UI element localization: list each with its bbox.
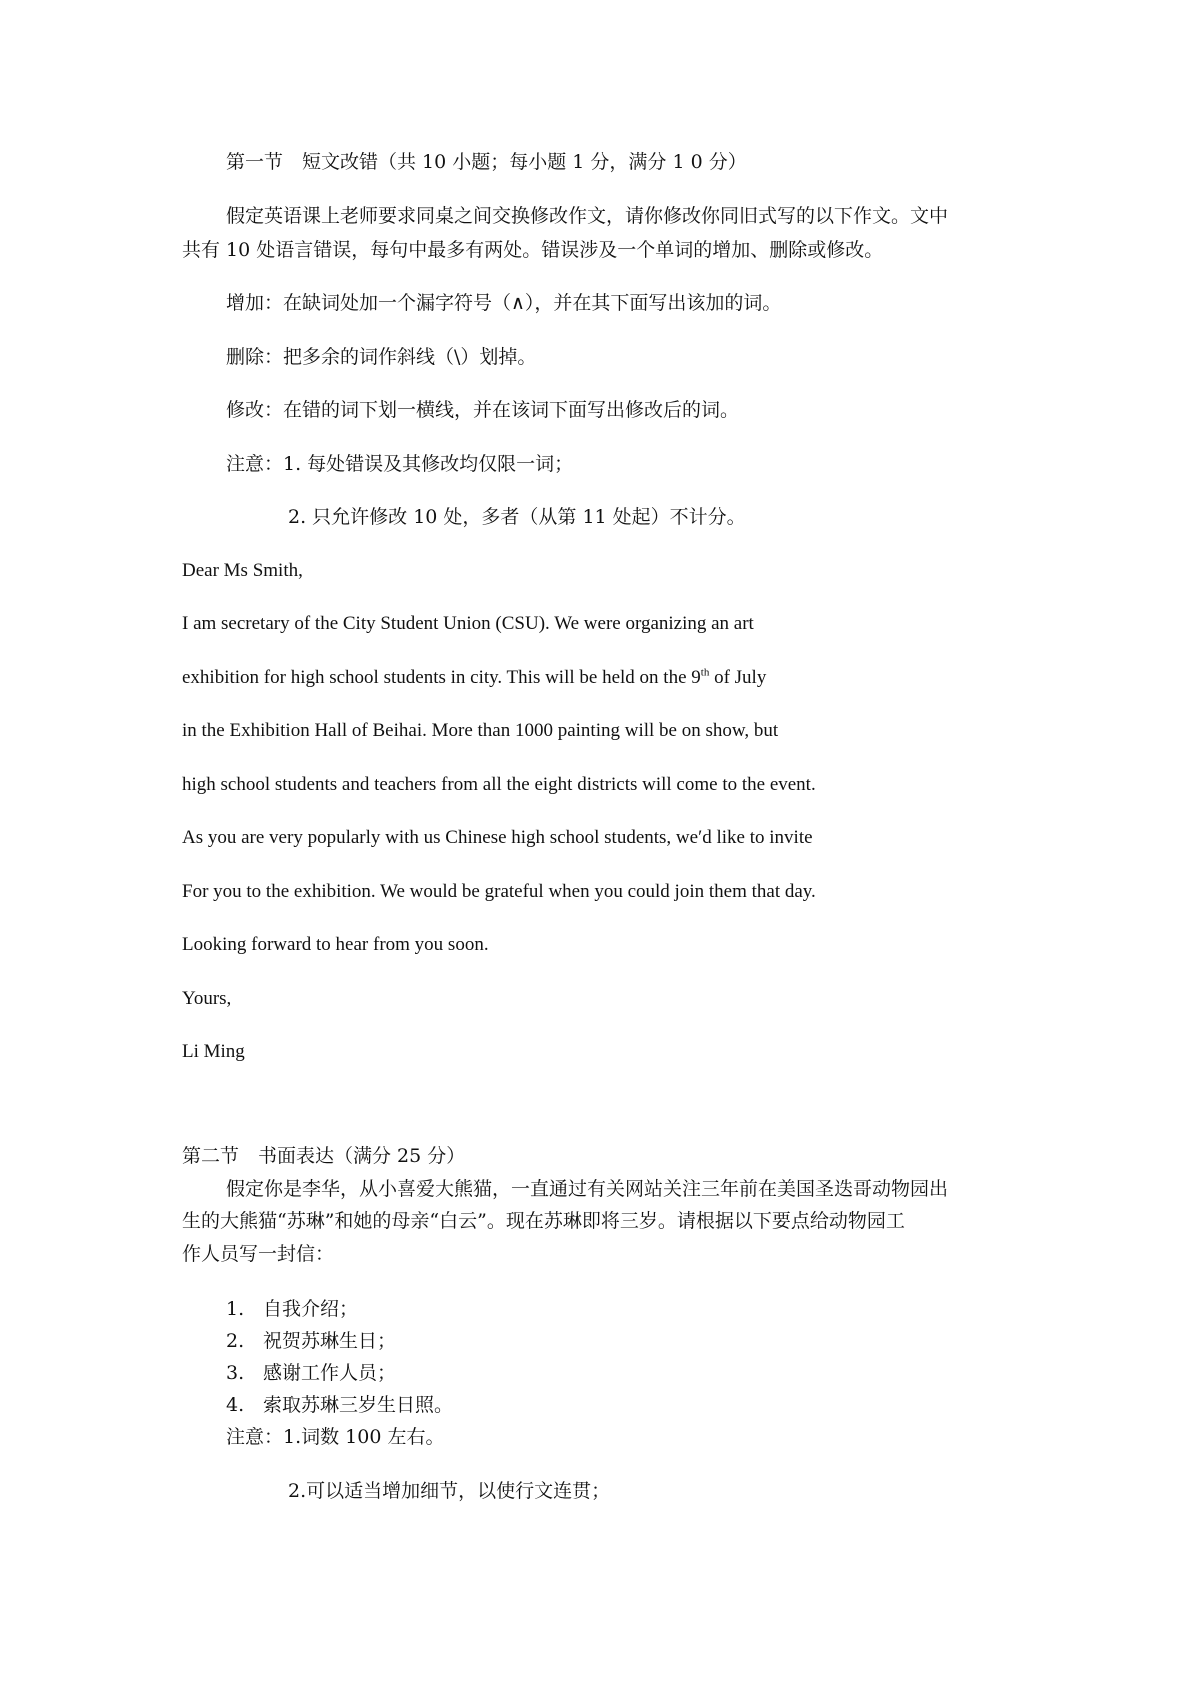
list-item-number: 2. [226, 1330, 245, 1352]
list-item [226, 1329, 396, 1353]
section2-note2: 2.可以适当增加细节，以使行文连贯； [288, 1480, 611, 1502]
letter-line-2-text: exhibition for high school students in city. This will be held on the 9 [182, 667, 701, 688]
list-item [226, 1361, 396, 1385]
section2-heading: 第二节 书面表达（满分 25 分） [182, 1145, 466, 1167]
section1-note1: 注意：1. 每处错误及其修改均仅限一词； [226, 453, 574, 475]
letter-line-2 [182, 666, 766, 690]
section2-prompt-line3: 作人员写一封信： [182, 1243, 335, 1265]
letter-line-4: high school students and teachers from all the eight districts will come to the event. [182, 774, 816, 795]
section1-instruction-line1: 假定英语课上老师要求同桌之间交换修改作文，请你修改你同旧式写的以下作文。文中 [226, 205, 949, 227]
section1-heading: 第一节 短文改错（共 10 小题；每小题 1 分，满分 1 0 分） [226, 151, 747, 173]
section1-instruction-line2: 共有 10 处语言错误，每句中最多有两处。错误涉及一个单词的增加、删除或修改。 [182, 239, 884, 261]
list-item-number: 3. [226, 1362, 245, 1384]
section1-note2: 2. 只允许修改 10 处，多者（从第 11 处起）不计分。 [288, 506, 746, 528]
section2-prompt-line2: 生的大熊猫“苏琳”和她的母亲“白云”。现在苏琳即将三岁。请根据以下要点给动物园工 [182, 1210, 905, 1232]
section2-prompt-line1: 假定你是李华，从小喜爱大熊猫，一直通过有关网站关注三年前在美国圣迭哥动物园出 [226, 1178, 949, 1200]
letter-salutation: Dear Ms Smith, [182, 560, 303, 581]
ordinal-suffix: th [700, 666, 710, 679]
modify-rule: 修改：在错的词下划一横线，并在该词下面写出修改后的词。 [226, 399, 740, 421]
add-rule: 增加：在缺词处加一个漏字符号（∧），并在其下面写出该加的词。 [226, 292, 782, 314]
letter-line-1: I am secretary of the City Student Union (CSU). We were organizing an art [182, 613, 754, 634]
letter-line-6: For you to the exhibition. We would be grateful when you could join them that day. [182, 881, 816, 902]
list-item-text: 自我介绍； [263, 1298, 359, 1320]
list-item [226, 1393, 453, 1417]
list-item-number: 4. [226, 1394, 245, 1416]
list-item-text: 索取苏琳三岁生日照。 [263, 1394, 454, 1416]
letter-signature: Li Ming [182, 1041, 245, 1062]
letter-line-7: Looking forward to hear from you soon. [182, 934, 489, 955]
letter-line-2-tail: of July [709, 667, 767, 688]
list-item-number: 1. [226, 1298, 245, 1320]
letter-line-5: As you are very popularly with us Chinese high school students, we′d like to invite [182, 827, 813, 848]
letter-closing: Yours, [182, 988, 232, 1009]
letter-line-3: in the Exhibition Hall of Beihai. More than 1000 painting will be on show, but [182, 720, 779, 741]
section2-note1: 注意：1.词数 100 左右。 [226, 1426, 445, 1448]
list-item-text: 感谢工作人员； [263, 1362, 397, 1384]
list-item-text: 祝贺苏琳生日； [263, 1330, 397, 1352]
delete-rule: 删除：把多余的词作斜线（\）划掉。 [226, 346, 537, 368]
list-item [226, 1297, 358, 1321]
